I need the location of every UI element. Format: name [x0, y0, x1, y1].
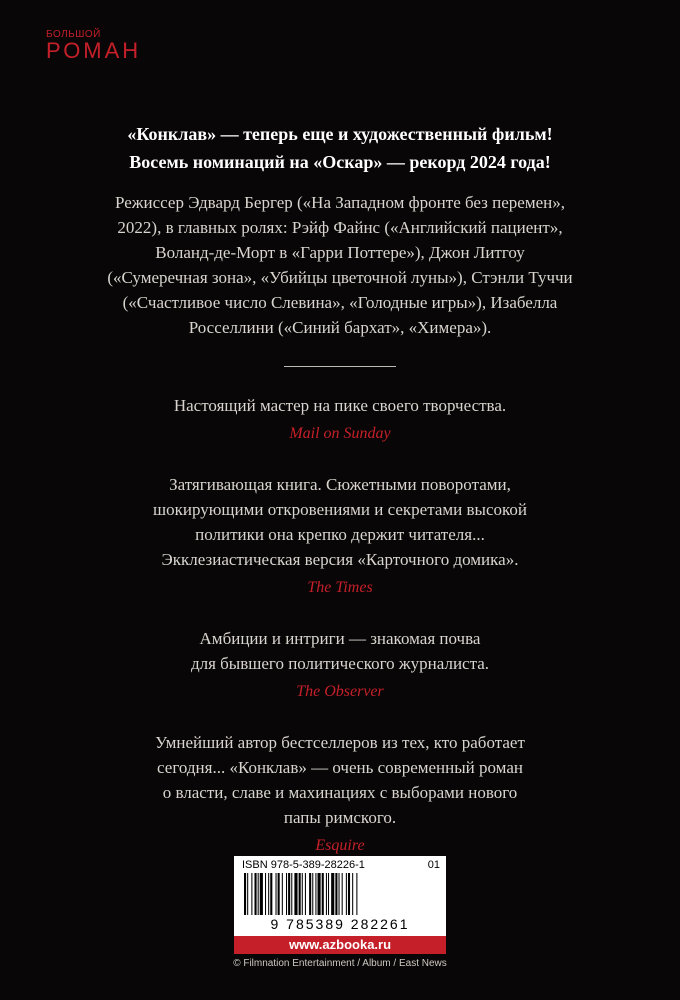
quote-source: Esquire	[315, 837, 365, 854]
cast-line: Воланд-де-Морт в «Гарри Поттере»), Джон Литгоу	[155, 243, 525, 262]
isbn-row	[242, 859, 440, 871]
barcode-bar	[335, 873, 337, 915]
barcode-bar	[312, 873, 313, 915]
quote-source: The Times	[307, 579, 373, 596]
quote-text	[80, 393, 600, 418]
barcode-bar	[291, 873, 292, 915]
barcode-bar	[282, 873, 283, 915]
barcode-bar	[348, 873, 350, 915]
series-logo-big: РОМАН	[46, 38, 142, 63]
barcode-bar	[302, 873, 303, 915]
back-cover-text	[80, 120, 600, 858]
headline-line-1: «Конклав» — теперь еще и художественный фильм!	[127, 124, 553, 144]
quote-line: шокирующими откровениями и секретами высокой	[153, 500, 527, 519]
cast-line: («Сумеречная зона», «Убийцы цветочной луны»), Стэнли Туччи	[107, 268, 573, 287]
barcode-bar	[322, 873, 324, 915]
barcode-bar	[255, 873, 257, 915]
barcode-bar	[270, 873, 272, 915]
quote-line: Умнейший автор бестселлеров из тех, кто работает	[155, 733, 525, 752]
barcode-bar	[247, 873, 248, 915]
cast-line: Режиссер Эдвард Бергер («На Западном фронте без перемен»,	[114, 193, 565, 212]
barcode-bar	[278, 873, 280, 915]
barcode-bar	[294, 873, 297, 915]
barcode-bar	[288, 873, 290, 915]
quote-source: The Observer	[296, 683, 384, 700]
barcode-bar	[339, 873, 340, 915]
barcode-bar	[309, 873, 311, 915]
divider	[284, 366, 396, 367]
series-logo	[46, 30, 141, 62]
cast-paragraph	[80, 190, 600, 340]
barcode-bar	[318, 873, 321, 915]
quote-line: сегодня... «Конклав» — очень современный роман	[157, 758, 523, 777]
review-quote	[80, 393, 600, 446]
headline-line-2: Восемь номинаций на «Оскар» — рекорд 2024 года!	[129, 152, 551, 172]
barcode-bar	[268, 873, 269, 915]
barcode-bar	[346, 873, 347, 915]
barcode-bar	[286, 873, 287, 915]
barcode-bar	[258, 873, 259, 915]
quote-line: папы римского.	[283, 808, 397, 827]
quote-line: Затягивающая книга. Сюжетными поворотами,	[169, 475, 511, 494]
quote-text	[80, 626, 600, 676]
review-quote	[80, 730, 600, 858]
cast-line: Росселлини («Синий бархат», «Химера»).	[188, 318, 492, 337]
isbn-number: ISBN 978-5-389-28226-1	[242, 859, 365, 871]
barcode-bar	[326, 873, 327, 915]
barcode-bar	[265, 873, 266, 915]
cast-line: 2022), в главных ролях: Рэйф Файнс («Английский пациент»,	[117, 218, 563, 237]
cast-line: («Счастливое число Слевина», «Голодные игры»), Изабелла	[122, 293, 558, 312]
barcode-bar	[299, 873, 301, 915]
series-logo-small: БОЛЬШОЙ	[46, 29, 101, 40]
barcode-bar	[356, 873, 357, 915]
quote-line: Настоящий мастер на пике своего творчества.	[173, 396, 507, 415]
quote-line: Амбиции и интриги — знакомая почва	[199, 629, 481, 648]
barcode-bar	[276, 873, 277, 915]
barcode-bar	[244, 873, 246, 915]
barcode-bar	[328, 873, 329, 915]
barcode-bar	[331, 873, 334, 915]
quote-line: о власти, славе и махинациях с выборами нового	[162, 783, 518, 802]
ean-number: 9 785389 282261	[270, 916, 410, 932]
quote-line: для бывшего политического журналиста.	[190, 654, 490, 673]
quote-line: политики она крепко держит читателя...	[195, 525, 485, 544]
barcode-bar	[251, 873, 252, 915]
quote-line: Экклезиастическая версия «Карточного домика».	[161, 550, 519, 569]
barcode-bar	[352, 873, 353, 915]
isbn-suffix: 01	[427, 859, 440, 871]
quote-text	[80, 472, 600, 572]
quote-text	[80, 730, 600, 830]
review-quote	[80, 626, 600, 704]
barcode-bar	[315, 873, 316, 915]
barcode-bar	[305, 873, 306, 915]
quote-source: Mail on Sunday	[289, 425, 391, 442]
review-quote	[80, 472, 600, 600]
headline	[80, 120, 600, 176]
barcode-bar	[342, 873, 343, 915]
barcode-panel	[234, 856, 446, 954]
barcode-bar	[260, 873, 263, 915]
barcode-bars	[244, 873, 438, 915]
photo-credit: © Filmnation Entertainment / Album / East News	[233, 958, 447, 969]
publisher-url: www.azbooka.ru	[234, 936, 446, 954]
